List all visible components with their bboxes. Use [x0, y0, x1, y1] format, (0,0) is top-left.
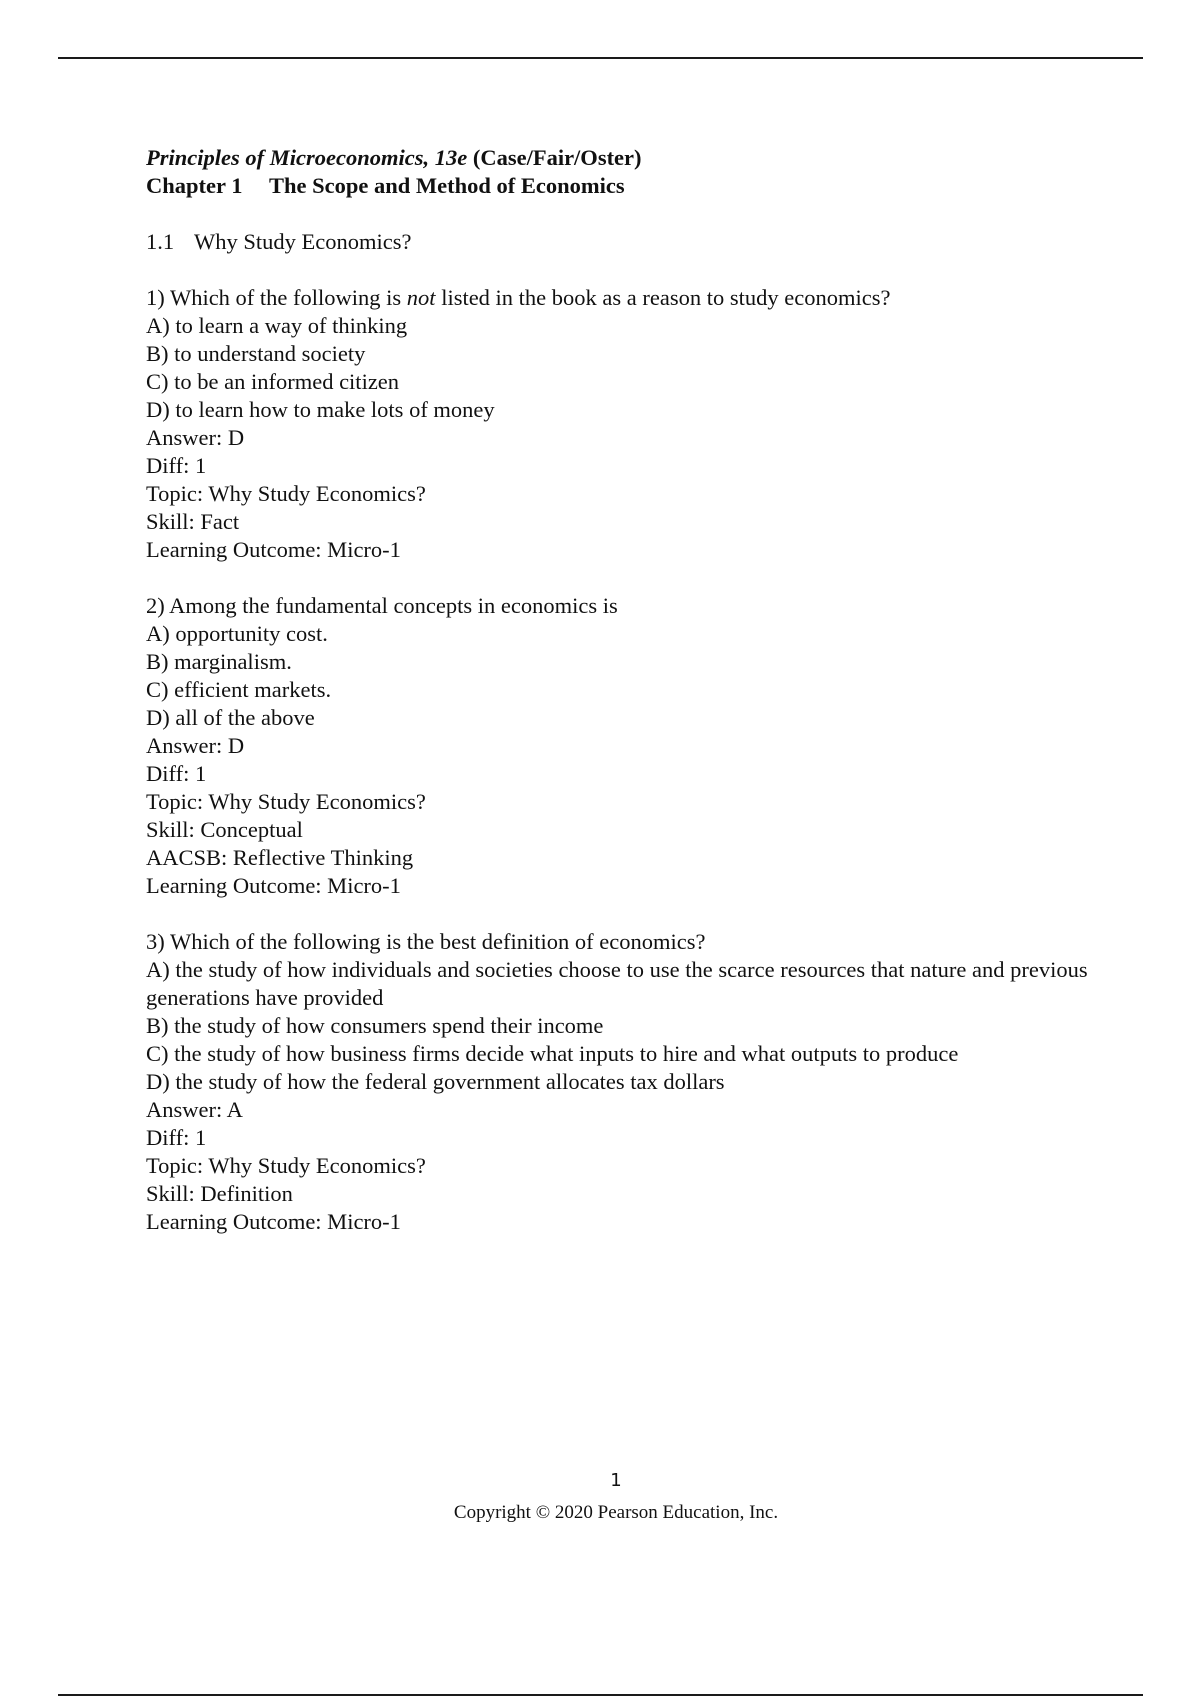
option-d: D) to learn how to make lots of money [146, 397, 495, 422]
skill-line: Skill: Fact [146, 509, 240, 534]
question-stem-text: listed in the book as a reason to study economics? [435, 285, 891, 310]
question-stem: 2) Among the fundamental concepts in economics is [146, 593, 618, 618]
topic-line: Topic: Why Study Economics? [146, 1153, 426, 1178]
section-heading [146, 228, 1106, 256]
difficulty-line: Diff: 1 [146, 1125, 207, 1150]
question-3 [146, 928, 1106, 1236]
spacer [146, 900, 1106, 928]
option-b: B) marginalism. [146, 649, 292, 674]
spacer [146, 200, 1106, 228]
page-number: 1 [610, 1470, 622, 1491]
topic-line: Topic: Why Study Economics? [146, 481, 426, 506]
question-stem-text: 1) Which of the following is [146, 285, 407, 310]
difficulty-line: Diff: 1 [146, 761, 207, 786]
option-c: C) to be an informed citizen [146, 369, 400, 394]
answer-line: Answer: A [146, 1097, 243, 1122]
option-b: B) the study of how consumers spend their income [146, 1013, 604, 1038]
chapter-heading [146, 172, 1106, 200]
question-1 [146, 284, 1106, 564]
option-a: A) to learn a way of thinking [146, 313, 408, 338]
answer-line: Answer: D [146, 425, 245, 450]
copyright-notice: Copyright © 2020 Pearson Education, Inc. [453, 1502, 779, 1523]
learning-outcome-line: Learning Outcome: Micro-1 [146, 1209, 401, 1234]
bottom-rule [58, 1694, 1143, 1696]
option-d: D) the study of how the federal government allocates tax dollars [146, 1069, 725, 1094]
question-stem: 3) Which of the following is the best definition of economics? [146, 929, 706, 954]
difficulty-line: Diff: 1 [146, 453, 207, 478]
chapter-title: The Scope and Method of Economics [269, 173, 625, 198]
document-body [146, 144, 1106, 1236]
option-c: C) efficient markets. [146, 677, 332, 702]
aacsb-line: AACSB: Reflective Thinking [146, 845, 414, 870]
option-a: A) opportunity cost. [146, 621, 328, 646]
topic-line: Topic: Why Study Economics? [146, 789, 426, 814]
option-a: A) the study of how individuals and societies choose to use the scarce resources that nature and previous generations have provided [146, 957, 1088, 1010]
option-b: B) to understand society [146, 341, 366, 366]
book-authors: (Case/Fair/Oster) [472, 145, 642, 170]
spacer [146, 564, 1106, 592]
question-stem [146, 284, 1106, 312]
question-stem-emphasis: not [406, 285, 436, 310]
chapter-label: Chapter 1 [146, 173, 243, 198]
section-number: 1.1 [146, 229, 175, 254]
book-title: Principles of Microeconomics, 13e [146, 145, 468, 170]
skill-line: Skill: Conceptual [146, 817, 303, 842]
option-c: C) the study of how business firms decide what inputs to hire and what outputs to produce [146, 1041, 959, 1066]
question-2 [146, 592, 1106, 900]
answer-line: Answer: D [146, 733, 245, 758]
title-line [146, 144, 1106, 172]
learning-outcome-line: Learning Outcome: Micro-1 [146, 873, 401, 898]
section-title: Why Study Economics? [194, 229, 412, 254]
learning-outcome-line: Learning Outcome: Micro-1 [146, 537, 401, 562]
option-d: D) all of the above [146, 705, 315, 730]
skill-line: Skill: Definition [146, 1181, 293, 1206]
top-rule [58, 57, 1143, 59]
spacer [146, 256, 1106, 284]
